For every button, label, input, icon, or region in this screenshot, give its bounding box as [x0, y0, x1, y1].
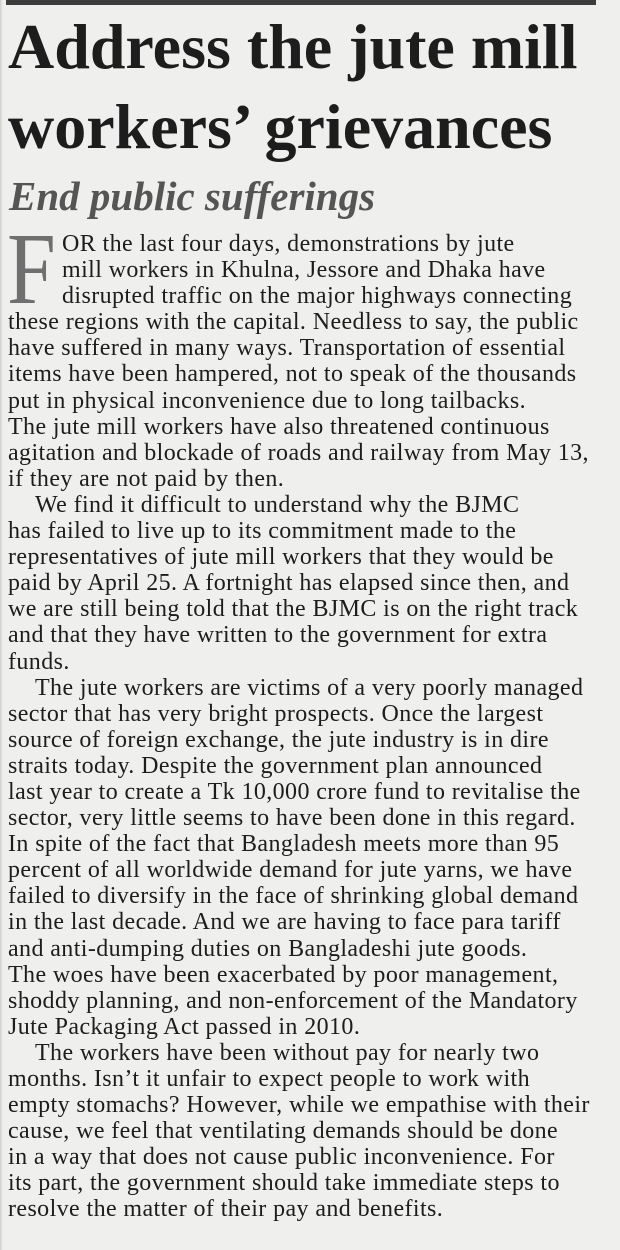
body-line: last year to create a Tk 10,000 crore fund to revitalise the — [8, 778, 581, 805]
paragraph — [7, 213, 612, 492]
body-line: months. Isn’t it unfair to expect people to work with — [8, 1066, 531, 1092]
top-rule — [6, 0, 596, 5]
body-line: straits today. Despite the government plan announced — [8, 752, 543, 779]
body-line: items have been hampered, not to speak of the thousands — [8, 361, 577, 388]
headline-line: workers’ grievances — [8, 91, 553, 162]
body-line: sector that has very bright prospects. Once the largest — [8, 700, 544, 727]
body-line: put in physical inconvenience due to long tailbacks. — [8, 387, 527, 414]
headline — [8, 7, 577, 167]
body-line: The jute mill workers have also threatened continuous — [8, 413, 550, 440]
body-line: failed to diversify in the face of shrinking global demand — [8, 883, 579, 910]
paragraph — [8, 1040, 612, 1223]
body-line: in a way that does not cause public inconvenience. For — [8, 1144, 555, 1171]
body-line: funds. — [8, 648, 70, 675]
paragraph — [8, 675, 612, 1040]
body-line: and anti-dumping duties on Bangladeshi jute goods. — [8, 935, 528, 962]
body-line: The workers have been without pay for nearly two — [35, 1039, 540, 1066]
body-line: percent of all worldwide demand for jute yarns, we have — [8, 857, 573, 884]
body-line: mill workers in Khulna, Jessore and Dhaka have — [62, 257, 546, 284]
paragraph — [8, 492, 612, 675]
article-body — [7, 213, 612, 1223]
body-line: representatives of jute mill workers that they would be — [8, 544, 554, 571]
body-line: its part, the government should take immediate steps to — [8, 1170, 560, 1197]
headline-line: Address the jute mill — [8, 11, 578, 82]
subheadline: End public sufferings — [9, 173, 376, 219]
body-line: resolve the matter of their pay and benefits. — [8, 1196, 444, 1223]
clipping-edge — [0, 0, 3, 1250]
body-line: We find it difficult to understand why the BJMC — [35, 491, 520, 518]
body-line: if they are not paid by then. — [8, 465, 285, 492]
body-line: have suffered in many ways. Transportation of essential — [8, 335, 566, 362]
body-line: In spite of the fact that Bangladesh meets more than 95 — [8, 831, 560, 858]
body-line: these regions with the capital. Needless to say, the public — [8, 309, 579, 336]
body-line: disrupted traffic on the major highways connecting — [62, 283, 573, 310]
body-line: The jute workers are victims of a very poorly managed — [35, 674, 584, 701]
body-line: OR the last four days, demonstrations by jute — [62, 231, 515, 257]
body-line: cause, we feel that ventilating demands should be done — [8, 1118, 559, 1145]
body-line: we are still being told that the BJMC is on the right track — [8, 596, 579, 623]
body-line: empty stomachs? However, while we empathise with their — [8, 1092, 590, 1119]
body-line: shoddy planning, and non-enforcement of the Mandatory — [8, 987, 578, 1014]
body-line: The woes have been exacerbated by poor management, — [8, 961, 559, 988]
body-line: paid by April 25. A fortnight has elapsed since then, and — [8, 570, 570, 597]
body-line: has failed to live up to its commitment made to the — [8, 518, 517, 545]
body-line: in the last decade. And we are having to face para tariff — [8, 909, 561, 936]
body-line: agitation and blockade of roads and railway from May 13, — [8, 439, 589, 466]
body-line: Jute Packaging Act passed in 2010. — [8, 1013, 361, 1040]
body-line: sector, very little seems to have been done in this regard. — [8, 805, 576, 832]
drop-cap: F — [7, 213, 56, 326]
body-line: and that they have written to the government for extra — [8, 622, 548, 649]
body-line: source of foreign exchange, the jute industry is in dire — [8, 726, 549, 753]
